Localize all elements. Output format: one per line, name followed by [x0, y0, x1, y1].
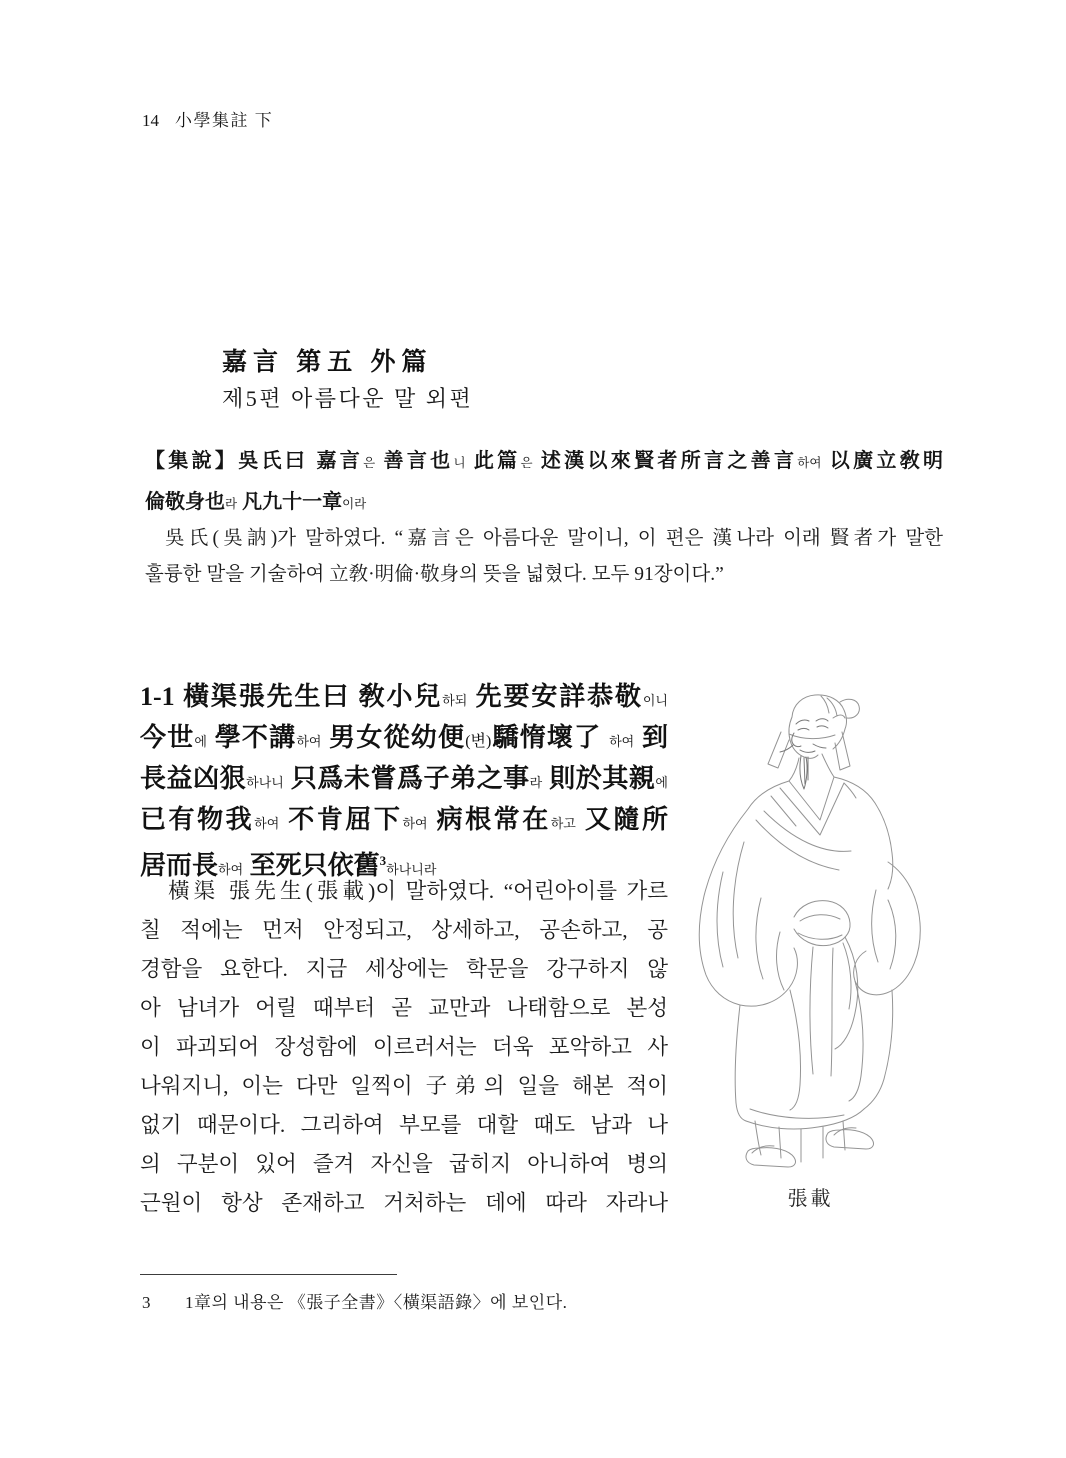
text-line: 훌륭한 말을 기술하여 立敎·明倫·敬身의 뜻을 넓혔다. 모두 91장이다.”	[145, 564, 724, 585]
text-line: 居而長하여 至死只依舊$^3$하나니라	[140, 851, 437, 880]
text-line: 橫渠 張先生(張載)이 말하였다. “어린아이를 가르	[168, 879, 668, 903]
zhang-zai-line-drawing	[693, 690, 928, 1170]
text-line: 아 남녀가 어릴 때부터 곧 교만과 나태함으로 본성	[140, 996, 668, 1020]
text-line: 已有物我하여 不肯屈下하여 病根常在하고 又隨所	[140, 805, 668, 834]
text-line: 1-1 橫渠張先生曰 敎小兒하되 先要安詳恭敬이니	[140, 682, 668, 711]
footnote-text: 1章의 내용은 《張子全書》〈橫渠語錄〉에 보인다.	[185, 1293, 568, 1312]
text-line: 칠 적에는 먼저 안정되고, 상세하고, 공손하고, 공	[140, 918, 668, 942]
text-line: 今世에 學不講하여 男女從幼便(변)驕惰壞了 하여 到	[140, 723, 668, 752]
text-line: 없기 때문이다. 그리하여 부모를 대할 때도 남과 나	[140, 1113, 668, 1137]
footnote-divider	[140, 1274, 397, 1275]
footnote-number: 3	[142, 1293, 151, 1312]
running-header	[142, 106, 273, 131]
text-line: 의 구분이 있어 즐겨 자신을 굽히지 아니하여 병의	[140, 1152, 668, 1176]
text-line: 長益凶狠하나니 只爲未嘗爲子弟之事라 則於其親에	[140, 764, 668, 793]
jipseol-original-text	[145, 442, 943, 524]
text-line: 경함을 요한다. 지금 세상에는 학문을 강구하지 않	[140, 957, 668, 981]
book-title: 小學集註 下	[175, 111, 274, 130]
text-line: 근원이 항상 존재하고 거처하는 데에 따라 자라나	[140, 1191, 668, 1215]
illustration-zhang-zai	[693, 690, 928, 1211]
jipseol-translation	[145, 521, 943, 593]
footnote	[142, 1288, 567, 1313]
page-number: 14	[142, 111, 159, 130]
text-line: 나워지니, 이는 다만 일찍이 子弟의 일을 해본 적이	[140, 1074, 668, 1098]
chapter-title-hanja: 嘉言 第五 外篇	[222, 349, 433, 376]
illustration-caption: 張載	[787, 1188, 834, 1210]
chapter-title-korean: 제5편 아름다운 말 외편	[222, 386, 474, 411]
text-line: 倫敬身也라 凡九十一章이라	[145, 491, 367, 513]
text-line: 이 파괴되어 장성함에 이르러서는 더욱 포악하고 사	[140, 1035, 668, 1059]
text-line: 【集說】吳氏曰 嘉言은 善言也니 此篇은 述漢以來賢者所言之善言하여 以廣立敎明	[145, 450, 944, 472]
section-1-1-original-text	[140, 678, 668, 888]
section-1-1-translation	[140, 872, 668, 1223]
text-line: 吳氏(吳訥)가 말하였다. “嘉言은 아름다운 말이니, 이 편은 漢나라 이래 賢者가 말한	[165, 528, 943, 549]
